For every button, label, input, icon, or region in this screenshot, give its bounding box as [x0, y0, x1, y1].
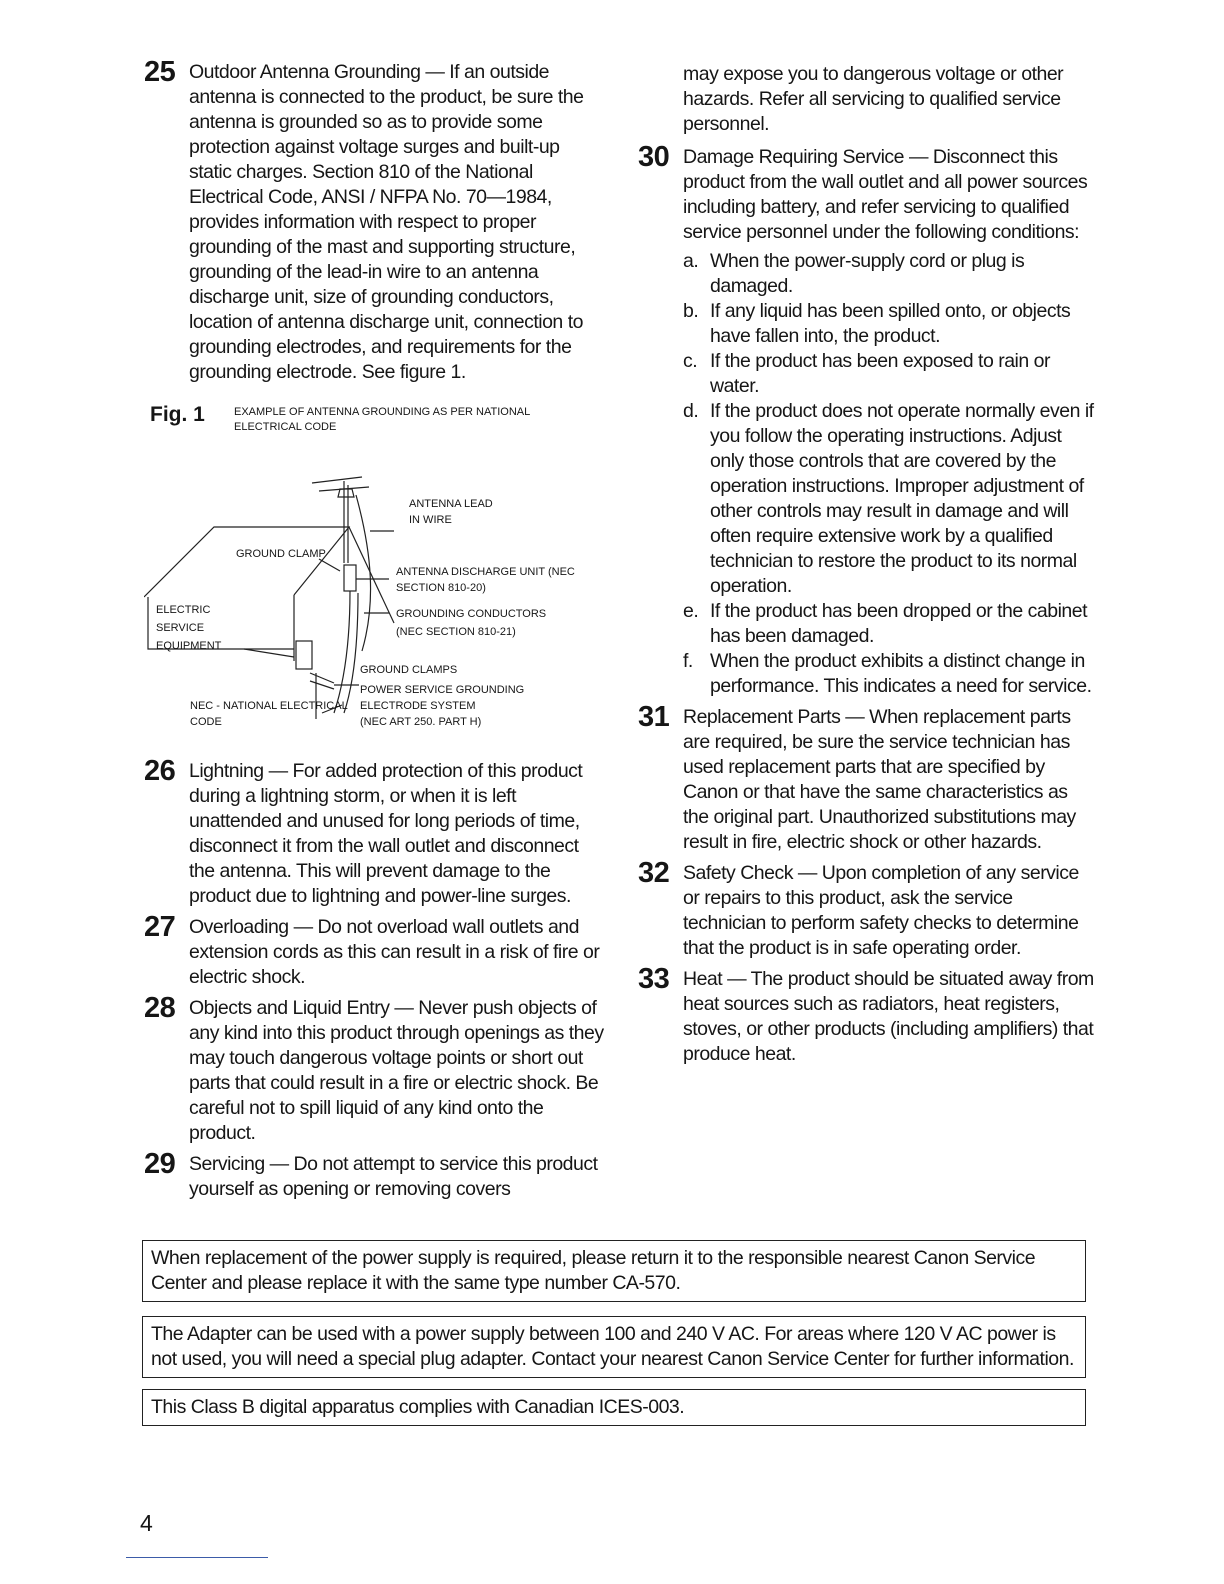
condition-letter: f. [683, 650, 693, 672]
item-25 [144, 56, 604, 385]
condition-text: If the product has been dropped or the cabinet has been damaged. [710, 600, 1088, 647]
condition-letter: c. [683, 350, 698, 372]
label-discharge-1: ANTENNA DISCHARGE UNIT (NEC [396, 566, 575, 578]
condition-letter: e. [683, 600, 699, 622]
label-conductors-1: GROUNDING CONDUCTORS [396, 608, 547, 620]
label-electric-3: EQUIPMENT [156, 640, 222, 652]
clamp-line-2 [310, 681, 334, 689]
item-text: Overloading — Do not overload wall outlets and extension cords as this can result in a risk of fire or electric shock. [189, 916, 600, 988]
item-text: Damage Requiring Service — Disconnect this product from the wall outlet and all power sources including battery, and refer servicing to qualified service personnel under the following conditions: [683, 146, 1088, 243]
figure-label: Fig. 1 [150, 403, 205, 426]
label-conductors-2: (NEC SECTION 810-21) [396, 626, 516, 638]
label-nec-1: NEC - NATIONAL ELECTRICAL [190, 700, 348, 712]
item-number: 31 [638, 701, 670, 733]
item-number: 30 [638, 141, 670, 173]
label-electric-2: SERVICE [156, 622, 205, 634]
right-column [638, 60, 1098, 1073]
condition-text: If the product does not operate normally even if you follow the operating instructions. Adjust only those controls that are covered by the operation instructions. Improper adjustment of other controls may result in damage and will often require extensive work by a qualified technician to restore the product to its normal operation. [710, 400, 1094, 597]
label-discharge-2: SECTION 810-20) [396, 582, 486, 594]
caption-line-1: EXAMPLE OF ANTENNA GROUNDING AS PER NATIONAL [234, 406, 531, 418]
footer-rule [126, 1557, 268, 1558]
antenna-crossbar [312, 477, 362, 483]
condition-f [683, 649, 1098, 699]
discharge-unit [344, 565, 356, 591]
notice-ices: This Class B digital apparatus complies with Canadian ICES-003. [142, 1389, 1086, 1426]
condition-text: When the product exhibits a distinct change in performance. This indicates a need for service. [710, 650, 1092, 697]
item-28 [144, 992, 604, 1146]
item-number: 27 [144, 911, 176, 943]
leader-electric [244, 649, 294, 657]
lead-in-wire [356, 495, 371, 651]
label-clamps: GROUND CLAMPS [360, 664, 458, 676]
item-number: 33 [638, 963, 670, 995]
grounding-conductor [334, 591, 350, 713]
item-text: Objects and Liquid Entry — Never push objects of any kind into this product through openings as they may touch dangerous voltage points or short out parts that could result in a fire or electric shock. Be careful not to spill liquid of any kind onto the product. [189, 997, 604, 1144]
clamp-line [310, 673, 334, 683]
item-text: Replacement Parts — When replacement parts are required, be sure the service technician has used replacement parts that are specified by Canon or that have the same characteristics as the original part. Unauthorized substitutions may result in fire, electric shock or other hazards. [683, 706, 1076, 853]
item-text: Heat — The product should be situated away from heat sources such as radiators, heat registers, stoves, or other products (including amplifiers) that produce heat. [683, 968, 1094, 1065]
item-32 [638, 857, 1098, 961]
item-27 [144, 911, 604, 990]
item-30 [638, 141, 1098, 699]
label-antenna-lead: ANTENNA LEAD [409, 498, 493, 510]
label-power-2: ELECTRODE SYSTEM [360, 700, 476, 712]
condition-letter: b. [683, 300, 699, 322]
figure-1 [144, 403, 604, 741]
item-number: 25 [144, 56, 176, 88]
item-26 [144, 755, 604, 909]
item-number: 29 [144, 1148, 176, 1180]
condition-text: If the product has been exposed to rain or water. [710, 350, 1050, 397]
notice-power-supply: When replacement of the power supply is required, please return it to the responsible nearest Canon Service Center and please replace it with the same type number CA-570. [142, 1240, 1086, 1302]
condition-b [683, 299, 1098, 349]
condition-letter: d. [683, 400, 699, 422]
caption-line-2: ELECTRICAL CODE [234, 421, 337, 433]
notice-adapter: The Adapter can be used with a power supply between 100 and 240 V AC. For areas where 120 V AC power is not used, you will need a special plug adapter. Contact your nearest Canon Service Center for further information. [142, 1316, 1086, 1378]
condition-list [683, 249, 1098, 699]
item-31 [638, 701, 1098, 855]
item-33 [638, 963, 1098, 1067]
label-in-wire: IN WIRE [409, 514, 452, 526]
leader-ground-clamp [319, 559, 340, 571]
item-text: Lightning — For added protection of this product during a lightning storm, or when it is left unattended and unused for long periods of time, disconnect it from the wall outlet and disconnect the antenna. This will prevent damage to the product due to lightning and power-line surges. [189, 760, 583, 907]
item-number: 26 [144, 755, 176, 787]
page-number: 4 [140, 1510, 153, 1536]
label-ground-clamp: GROUND CLAMP [236, 548, 326, 560]
house-roof [144, 527, 349, 597]
left-column [144, 56, 604, 1208]
label-power-1: POWER SERVICE GROUNDING [360, 684, 525, 696]
item-29-continued: may expose you to dangerous voltage or other hazards. Refer all servicing to qualified service personnel. [683, 63, 1064, 135]
antenna-grounding-diagram [144, 403, 604, 741]
antenna-top [338, 489, 354, 497]
item-number: 28 [144, 992, 176, 1024]
item-text: Servicing — Do not attempt to service this product yourself as opening or removing covers [189, 1153, 598, 1200]
condition-d [683, 399, 1098, 599]
label-power-3: (NEC ART 250. PART H) [360, 716, 482, 728]
condition-text: If any liquid has been spilled onto, or objects have fallen into, the product. [710, 300, 1071, 347]
condition-letter: a. [683, 250, 699, 272]
condition-c [683, 349, 1098, 399]
item-text: Outdoor Antenna Grounding — If an outside antenna is connected to the product, be sure the antenna is grounded so as to provide some protection against voltage surges and built-up static charges. Section 810 of the National Electrical Code, ANSI / NFPA No. 70—1984, provides information with respect to proper grounding of the mast and supporting structure, grounding of the lead-in wire to an antenna discharge unit, size of grounding conductors, location of antenna discharge unit, connection to grounding electrodes, and requirements for the grounding electrode. See figure 1. [189, 61, 584, 383]
condition-text: When the power-supply cord or plug is damaged. [710, 250, 1025, 297]
item-text: Safety Check — Upon completion of any service or repairs to this product, ask the service technician to perform safety checks to determine that the product is in safe operating order. [683, 862, 1079, 959]
item-number: 32 [638, 857, 670, 889]
item-29 [144, 1148, 604, 1202]
label-electric-1: ELECTRIC [156, 604, 211, 616]
label-nec-2: CODE [190, 716, 222, 728]
condition-a [683, 249, 1098, 299]
condition-e [683, 599, 1098, 649]
service-box [296, 641, 312, 669]
